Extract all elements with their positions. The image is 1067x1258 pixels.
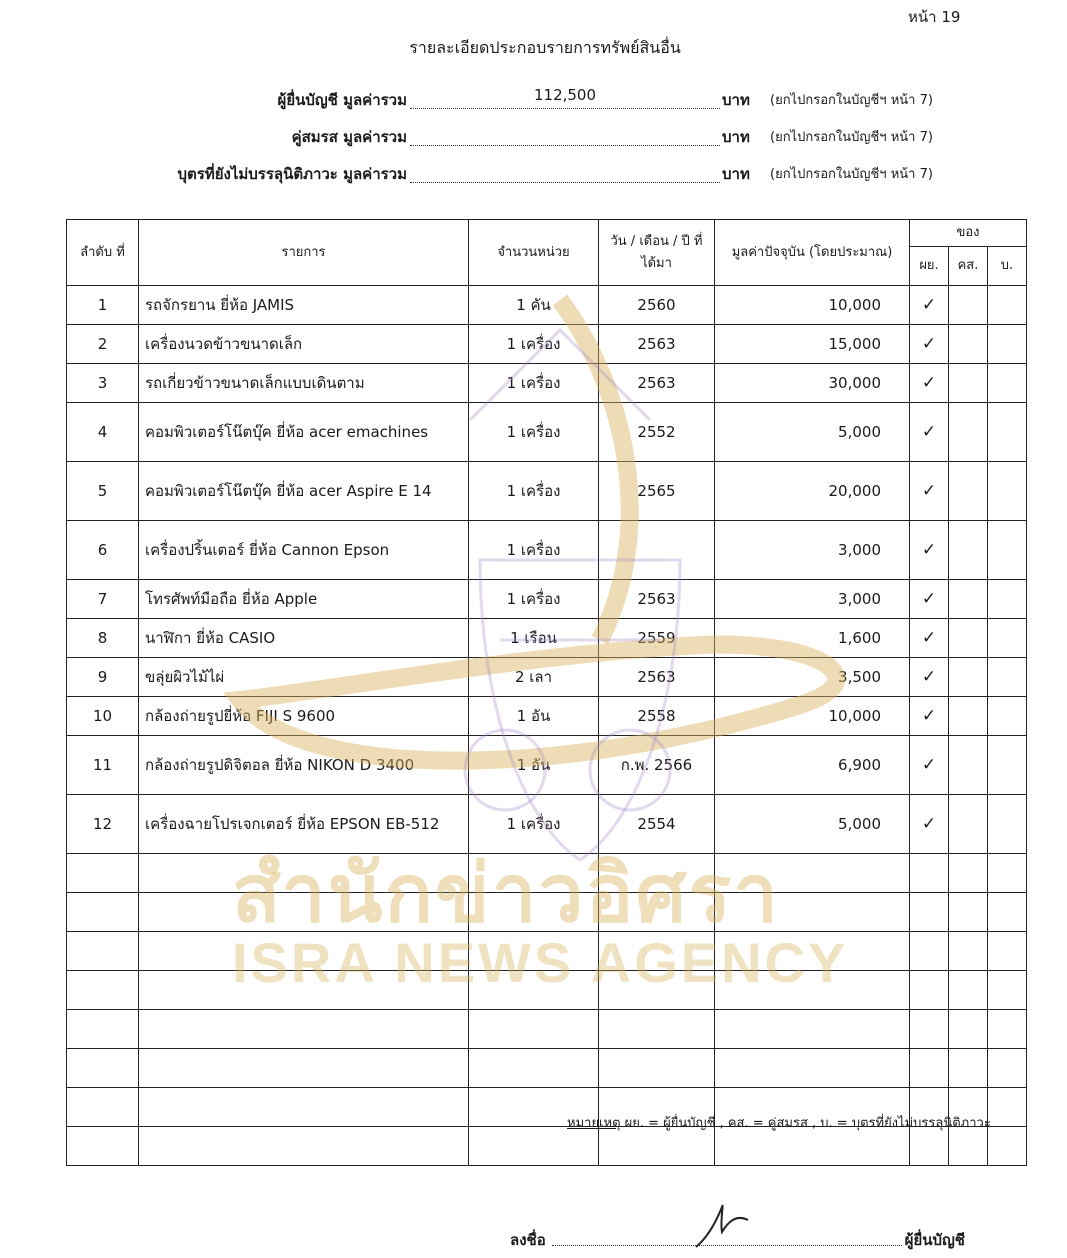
row-owner-child <box>988 697 1027 736</box>
row-owner-child <box>988 795 1027 854</box>
header-value: มูลค่าปัจจุบัน (โดยประมาณ) <box>715 220 910 286</box>
header-date: วัน / เดือน / ปี ที่ได้มา <box>599 220 715 286</box>
empty-cell <box>988 932 1027 971</box>
row-owner-child <box>988 364 1027 403</box>
empty-cell <box>139 971 469 1010</box>
empty-cell <box>910 1049 949 1088</box>
row-quantity: 1 เรือน <box>469 619 599 658</box>
row-owner-child <box>988 403 1027 462</box>
row-value: 15,000 <box>715 325 910 364</box>
row-number: 3 <box>67 364 139 403</box>
row-owner-declarant: ✓ <box>910 521 949 580</box>
row-quantity: 1 เครื่อง <box>469 403 599 462</box>
row-quantity: 1 เครื่อง <box>469 462 599 521</box>
table-row <box>67 697 1027 736</box>
signature-role: ผู้ยื่นบัญชี <box>904 1231 965 1249</box>
row-item: เครื่องปริ้นเตอร์ ยี่ห้อ Cannon Epson <box>139 521 469 580</box>
empty-cell <box>67 1127 139 1166</box>
empty-cell <box>715 854 910 893</box>
row-quantity: 1 เครื่อง <box>469 364 599 403</box>
row-quantity: 1 คัน <box>469 286 599 325</box>
row-quantity: 1 เครื่อง <box>469 521 599 580</box>
header-owner-spouse: คส. <box>949 247 988 286</box>
summary-spouse <box>0 125 1067 149</box>
empty-cell <box>139 1127 469 1166</box>
table-row <box>67 580 1027 619</box>
summary-unit: บาท <box>722 165 750 183</box>
header-owner-declarant: ผย. <box>910 247 949 286</box>
row-owner-declarant: ✓ <box>910 619 949 658</box>
row-number: 2 <box>67 325 139 364</box>
summary-value <box>410 123 720 146</box>
row-owner-spouse <box>949 795 988 854</box>
row-owner-declarant: ✓ <box>910 795 949 854</box>
row-owner-child <box>988 658 1027 697</box>
header-no: ลำดับ ที่ <box>67 220 139 286</box>
row-owner-spouse <box>949 286 988 325</box>
row-item: เครื่องนวดข้าวขนาดเล็ก <box>139 325 469 364</box>
header-owner: ของ <box>910 220 1027 247</box>
empty-cell <box>949 971 988 1010</box>
table-row <box>67 403 1027 462</box>
table-row <box>67 325 1027 364</box>
row-quantity: 1 อัน <box>469 736 599 795</box>
row-value: 3,000 <box>715 580 910 619</box>
empty-cell <box>949 1049 988 1088</box>
summary-label: คู่สมรส มูลค่ารวม <box>291 128 407 146</box>
empty-cell <box>469 1010 599 1049</box>
row-item: รถเกี่ยวข้าวขนาดเล็กแบบเดินตาม <box>139 364 469 403</box>
row-date: 2558 <box>599 697 715 736</box>
empty-cell <box>67 971 139 1010</box>
empty-cell <box>910 854 949 893</box>
empty-cell <box>949 1010 988 1049</box>
table-row <box>67 658 1027 697</box>
row-number: 12 <box>67 795 139 854</box>
empty-cell <box>988 971 1027 1010</box>
row-date: ก.พ. 2566 <box>599 736 715 795</box>
row-owner-child <box>988 736 1027 795</box>
empty-row <box>67 893 1027 932</box>
table-row <box>67 795 1027 854</box>
empty-cell <box>988 854 1027 893</box>
table-header-row <box>67 220 1027 247</box>
row-date: 2563 <box>599 658 715 697</box>
footnote-label: หมายเหตุ <box>567 1116 621 1131</box>
row-number: 1 <box>67 286 139 325</box>
summary-label: บุตรที่ยังไม่บรรลุนิติภาวะ มูลค่ารวม <box>177 165 407 183</box>
empty-row <box>67 1049 1027 1088</box>
row-date: 2552 <box>599 403 715 462</box>
empty-cell <box>988 1127 1027 1166</box>
table-row <box>67 521 1027 580</box>
row-number: 11 <box>67 736 139 795</box>
footnote-text: ผย. = ผู้ยื่นบัญชี , คส. = คู่สมรส , บ. = บุตรที่ยังไม่บรรลุนิติภาวะ <box>620 1116 991 1131</box>
row-value: 30,000 <box>715 364 910 403</box>
empty-row <box>67 932 1027 971</box>
row-owner-declarant: ✓ <box>910 286 949 325</box>
empty-cell <box>469 854 599 893</box>
empty-cell <box>599 1049 715 1088</box>
row-item: กล้องถ่ายรูปยี่ห้อ FIJI S 9600 <box>139 697 469 736</box>
row-date <box>599 521 715 580</box>
empty-cell <box>67 1088 139 1127</box>
row-owner-spouse <box>949 619 988 658</box>
empty-cell <box>67 893 139 932</box>
empty-row <box>67 854 1027 893</box>
empty-cell <box>949 893 988 932</box>
table-row <box>67 462 1027 521</box>
empty-cell <box>599 971 715 1010</box>
watermark-thai: สำนักข่าวอิศรา <box>232 847 781 940</box>
table-row <box>67 286 1027 325</box>
row-quantity: 1 เครื่อง <box>469 580 599 619</box>
row-owner-child <box>988 619 1027 658</box>
summary-note: (ยกไปกรอกในบัญชีฯ หน้า 7) <box>770 93 933 108</box>
row-owner-child <box>988 462 1027 521</box>
row-owner-spouse <box>949 521 988 580</box>
row-number: 4 <box>67 403 139 462</box>
empty-cell <box>139 1010 469 1049</box>
document-title: รายละเอียดประกอบรายการทรัพย์สินอื่น <box>409 38 681 57</box>
row-owner-spouse <box>949 403 988 462</box>
row-value: 10,000 <box>715 697 910 736</box>
assets-table <box>66 219 1027 1166</box>
empty-cell <box>949 932 988 971</box>
row-quantity: 1 อัน <box>469 697 599 736</box>
row-date: 2560 <box>599 286 715 325</box>
row-number: 10 <box>67 697 139 736</box>
row-value: 5,000 <box>715 795 910 854</box>
signature-line <box>510 1228 965 1252</box>
row-owner-child <box>988 286 1027 325</box>
empty-cell <box>139 1049 469 1088</box>
row-item: นาฬิกา ยี่ห้อ CASIO <box>139 619 469 658</box>
header-quantity: จำนวนหน่วย <box>469 220 599 286</box>
row-value: 10,000 <box>715 286 910 325</box>
empty-cell <box>599 854 715 893</box>
empty-cell <box>67 932 139 971</box>
row-owner-child <box>988 325 1027 364</box>
empty-cell <box>949 854 988 893</box>
empty-cell <box>715 1010 910 1049</box>
row-owner-declarant: ✓ <box>910 580 949 619</box>
empty-cell <box>910 971 949 1010</box>
summary-unit: บาท <box>722 91 750 109</box>
signature-label: ลงชื่อ <box>510 1231 546 1249</box>
row-item: เครื่องฉายโปรเจกเตอร์ ยี่ห้อ EPSON EB-512 <box>139 795 469 854</box>
row-quantity: 1 เครื่อง <box>469 795 599 854</box>
summary-note: (ยกไปกรอกในบัญชีฯ หน้า 7) <box>770 130 933 145</box>
row-owner-spouse <box>949 364 988 403</box>
row-item: รถจักรยาน ยี่ห้อ JAMIS <box>139 286 469 325</box>
empty-cell <box>469 1049 599 1088</box>
row-owner-spouse <box>949 658 988 697</box>
empty-cell <box>599 1010 715 1049</box>
empty-cell <box>715 893 910 932</box>
empty-cell <box>715 932 910 971</box>
summary-unit: บาท <box>722 128 750 146</box>
empty-cell <box>988 893 1027 932</box>
row-number: 9 <box>67 658 139 697</box>
row-value: 5,000 <box>715 403 910 462</box>
row-value: 3,500 <box>715 658 910 697</box>
empty-cell <box>910 1010 949 1049</box>
empty-row <box>67 971 1027 1010</box>
row-owner-declarant: ✓ <box>910 364 949 403</box>
empty-cell <box>139 932 469 971</box>
row-date: 2563 <box>599 364 715 403</box>
row-owner-declarant: ✓ <box>910 658 949 697</box>
summary-declarant <box>0 88 1067 112</box>
empty-cell <box>139 893 469 932</box>
empty-cell <box>988 1010 1027 1049</box>
row-date: 2565 <box>599 462 715 521</box>
row-date: 2563 <box>599 580 715 619</box>
row-item: โทรศัพท์มือถือ ยี่ห้อ Apple <box>139 580 469 619</box>
row-value: 3,000 <box>715 521 910 580</box>
row-owner-declarant: ✓ <box>910 697 949 736</box>
table-row <box>67 619 1027 658</box>
row-number: 5 <box>67 462 139 521</box>
row-owner-declarant: ✓ <box>910 325 949 364</box>
empty-cell <box>910 932 949 971</box>
table-row <box>67 364 1027 403</box>
row-item: คอมพิวเตอร์โน๊ตบุ๊ค ยี่ห้อ acer Aspire E 14 <box>139 462 469 521</box>
table-row <box>67 736 1027 795</box>
row-owner-child <box>988 521 1027 580</box>
summary-value <box>410 160 720 183</box>
row-quantity: 1 เครื่อง <box>469 325 599 364</box>
row-item: คอมพิวเตอร์โน๊ตบุ๊ค ยี่ห้อ acer emachines <box>139 403 469 462</box>
row-number: 7 <box>67 580 139 619</box>
row-owner-declarant: ✓ <box>910 403 949 462</box>
handwritten-signature <box>688 1192 758 1252</box>
header-item: รายการ <box>139 220 469 286</box>
row-owner-spouse <box>949 462 988 521</box>
row-owner-spouse <box>949 697 988 736</box>
row-value: 6,900 <box>715 736 910 795</box>
empty-cell <box>469 971 599 1010</box>
row-item: ขลุ่ยผิวไม้ไผ่ <box>139 658 469 697</box>
empty-cell <box>139 854 469 893</box>
row-value: 1,600 <box>715 619 910 658</box>
row-value: 20,000 <box>715 462 910 521</box>
table-body <box>67 286 1027 1166</box>
row-item: กล้องถ่ายรูปดิจิตอล ยี่ห้อ NIKON D 3400 <box>139 736 469 795</box>
page-number: หน้า 19 <box>908 8 961 26</box>
row-owner-declarant: ✓ <box>910 462 949 521</box>
row-owner-declarant: ✓ <box>910 736 949 795</box>
summary-note: (ยกไปกรอกในบัญชีฯ หน้า 7) <box>770 167 933 182</box>
empty-cell <box>67 1049 139 1088</box>
row-date: 2554 <box>599 795 715 854</box>
empty-cell <box>469 893 599 932</box>
row-owner-spouse <box>949 736 988 795</box>
empty-cell <box>67 1010 139 1049</box>
empty-cell <box>715 971 910 1010</box>
empty-cell <box>988 1088 1027 1127</box>
empty-cell <box>599 932 715 971</box>
summary-children <box>0 162 1067 186</box>
empty-cell <box>469 932 599 971</box>
empty-row <box>67 1010 1027 1049</box>
row-owner-spouse <box>949 580 988 619</box>
empty-cell <box>599 893 715 932</box>
summary-label: ผู้ยื่นบัญชี มูลค่ารวม <box>277 91 407 109</box>
row-owner-child <box>988 580 1027 619</box>
empty-cell <box>67 854 139 893</box>
watermark-english: ISRA NEWS AGENCY <box>232 931 849 994</box>
empty-cell <box>139 1088 469 1127</box>
row-quantity: 2 เลา <box>469 658 599 697</box>
row-number: 8 <box>67 619 139 658</box>
row-date: 2563 <box>599 325 715 364</box>
header-owner-child: บ. <box>988 247 1027 286</box>
footnote <box>567 1112 991 1133</box>
row-date: 2559 <box>599 619 715 658</box>
empty-cell <box>988 1049 1027 1088</box>
empty-cell <box>715 1049 910 1088</box>
empty-cell <box>910 893 949 932</box>
row-owner-spouse <box>949 325 988 364</box>
summary-value: 112,500 <box>410 86 720 109</box>
row-number: 6 <box>67 521 139 580</box>
